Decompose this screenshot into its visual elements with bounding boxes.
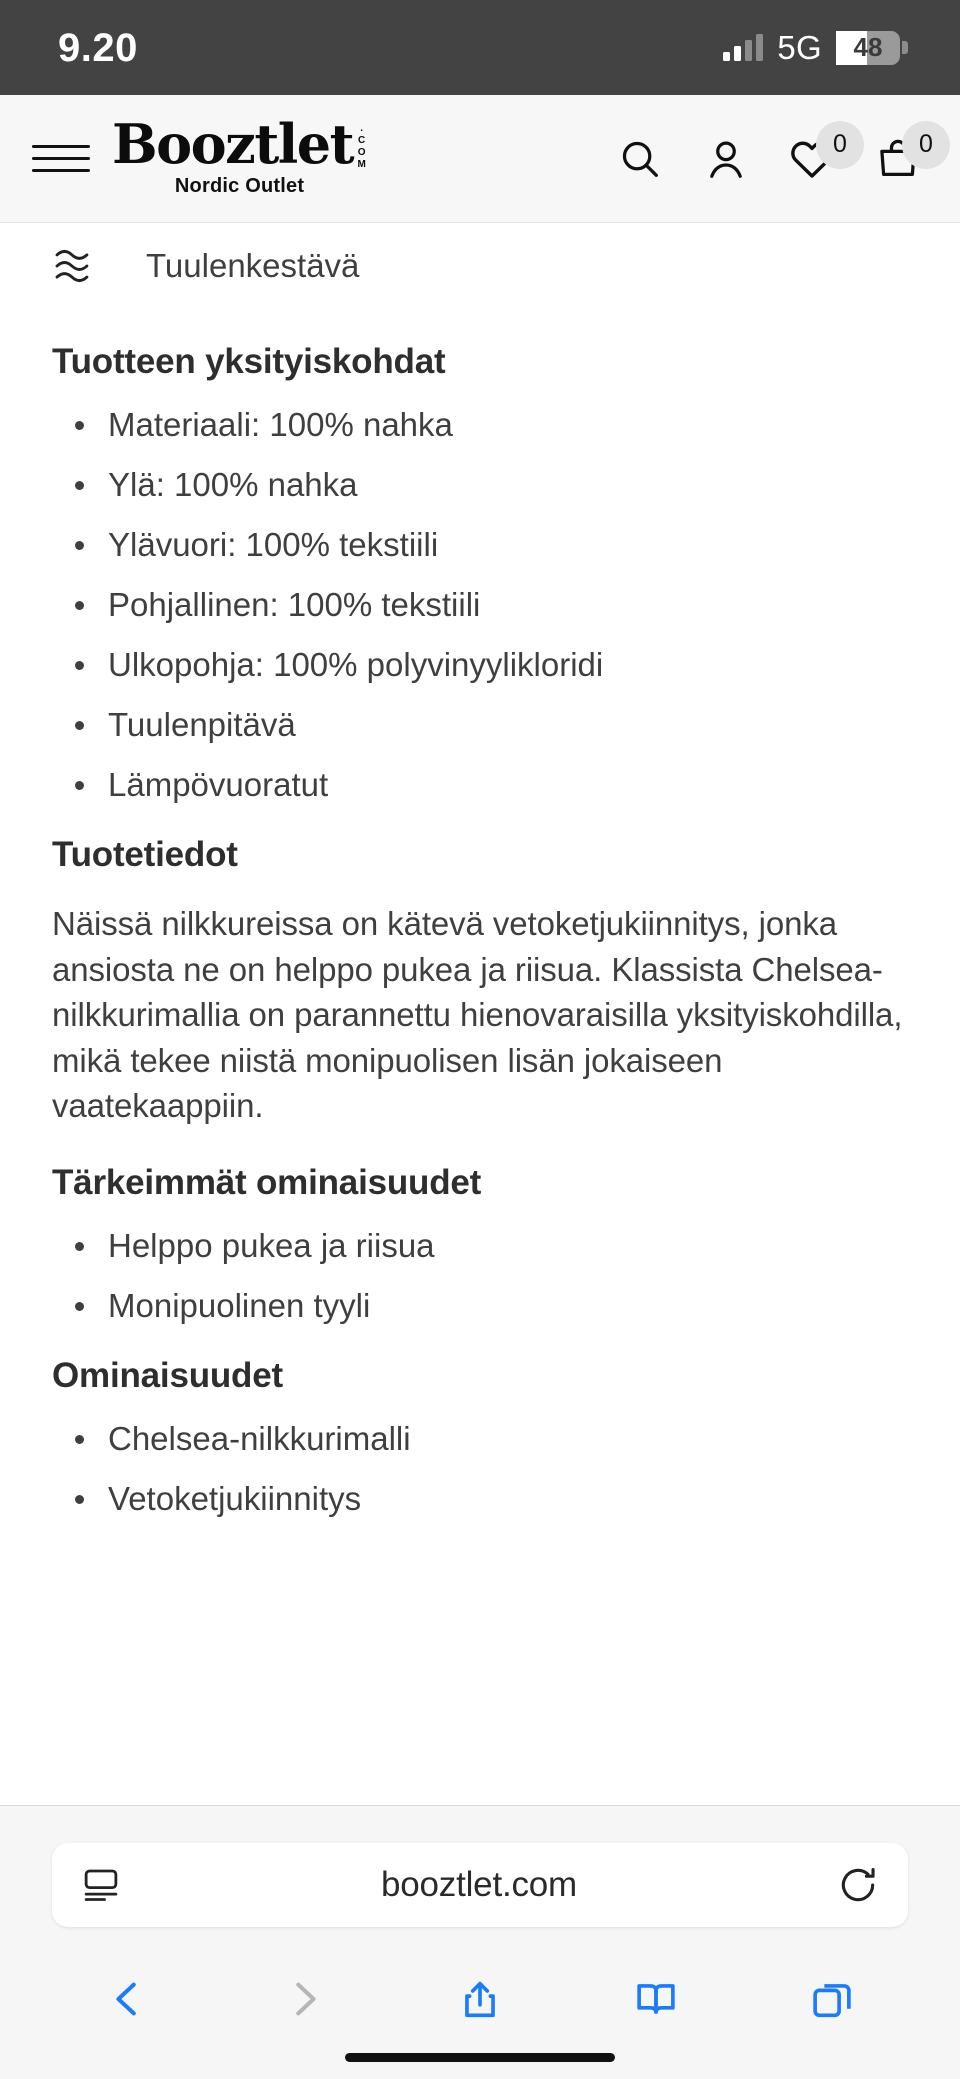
reader-view-icon[interactable]	[80, 1864, 122, 1906]
list-item: Monipuolinen tyyli	[56, 1289, 908, 1322]
highlights-list	[56, 1226, 908, 1324]
details-list	[56, 408, 908, 801]
feature-label: Tuulenkestävä	[146, 247, 360, 284]
section-title-details: Tuotteen yksityiskohdat	[52, 342, 446, 381]
list-item: Chelsea-nilkkurimalli	[56, 1422, 908, 1455]
share-icon[interactable]	[435, 1959, 525, 2039]
bag-count-badge: 0	[902, 121, 950, 169]
feature-badge-windproof	[52, 224, 908, 308]
logo-wordmark-row	[112, 111, 368, 176]
battery-indicator	[836, 31, 908, 65]
site-logo[interactable]	[112, 111, 368, 198]
list-item: Ylävuori: 100% tekstiili	[56, 528, 908, 561]
product-description: Näissä nilkkureissa on kätevä vetoketjukiinnitys, jonka ansiosta ne on helppo pukea ja riisua. Klassista Chelsea-nilkkurimallia on parannettu hienovaraisilla yksityiskohdilla, mikä tekee niistä monipuolisen lisän jokaiseen vaatekaappiin.	[52, 905, 903, 1125]
features-list	[56, 1419, 908, 1517]
list-item: Pohjallinen: 100% tekstiili	[56, 588, 908, 621]
section-title-features: Ominaisuudet	[52, 1355, 283, 1395]
site-header	[0, 95, 960, 223]
list-item: Materiaali: 100% nahka	[56, 408, 908, 441]
battery-cap-icon	[902, 41, 908, 54]
battery-level-label: 48	[853, 32, 883, 62]
list-item: Vetoketjukiinnitys	[56, 1482, 908, 1515]
status-time: 9.20	[58, 25, 138, 70]
section-title-highlights: Tärkeimmät ominaisuudet	[52, 1162, 482, 1202]
user-icon[interactable]	[700, 133, 752, 185]
hamburger-menu-icon[interactable]	[32, 145, 90, 172]
section-title-info: Tuotetiedot	[52, 835, 238, 874]
browser-nav-row	[0, 1956, 960, 2042]
bookmarks-icon[interactable]	[611, 1959, 701, 2039]
back-button[interactable]	[83, 1959, 173, 2039]
address-bar[interactable]	[52, 1843, 908, 1927]
browser-toolbar	[0, 1805, 960, 2079]
list-item: Tuulenpitävä	[56, 708, 908, 741]
list-item: Helppo pukea ja riisua	[56, 1229, 908, 1262]
page-content	[0, 224, 960, 1517]
network-type-label: 5G	[777, 28, 822, 66]
logo-wordmark: Booztlet	[112, 111, 354, 176]
battery-body	[836, 31, 900, 65]
cellular-signal-icon	[723, 35, 763, 61]
heart-icon[interactable]	[786, 130, 847, 185]
list-item: Ylä: 100% nahka	[56, 468, 908, 501]
reload-icon[interactable]	[836, 1863, 880, 1907]
status-bar	[0, 0, 960, 95]
url-text[interactable]: booztlet.com	[380, 1865, 578, 1904]
list-item: Ulkopohja: 100% polyvinyylikloridi	[56, 648, 908, 681]
status-indicators	[723, 29, 908, 67]
list-item: Lämpövuoratut	[56, 768, 908, 801]
shopping-bag-icon[interactable]	[872, 130, 933, 185]
wishlist-count-badge: 0	[816, 121, 864, 169]
header-actions	[614, 130, 933, 185]
home-indicator	[345, 2053, 615, 2062]
tabs-icon[interactable]	[787, 1959, 877, 2039]
search-icon[interactable]	[614, 133, 666, 185]
wind-icon	[52, 243, 108, 289]
forward-button[interactable]	[259, 1959, 349, 2039]
logo-subtitle: Nordic Outlet	[174, 175, 305, 198]
logo-tld: .COM	[356, 122, 368, 171]
